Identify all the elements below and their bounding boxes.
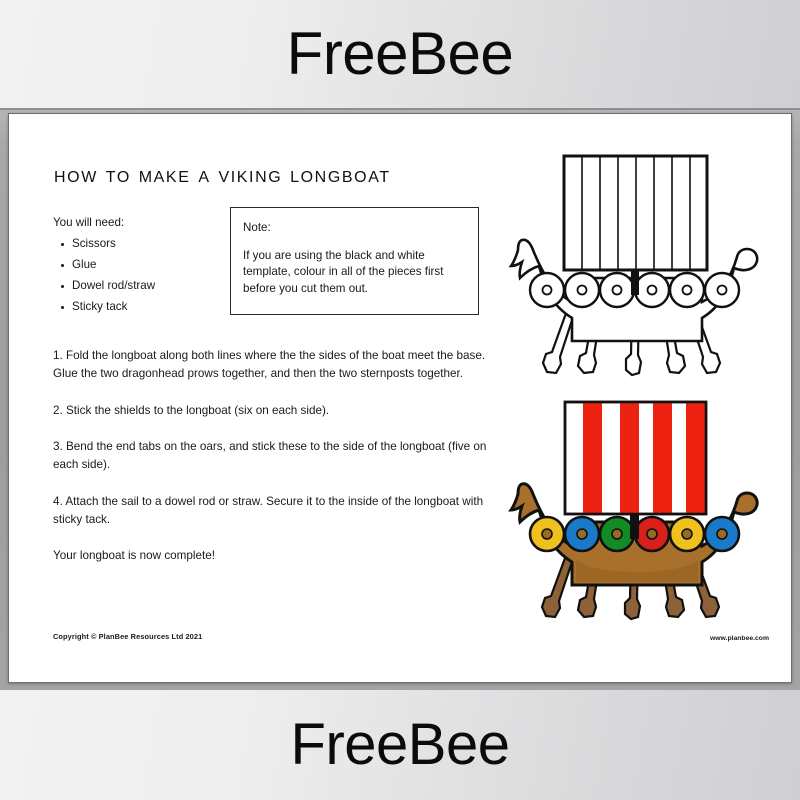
freebee-banner-top-label: FreeBee (286, 20, 514, 87)
longboat-blackwhite-illustration (506, 142, 786, 392)
freebee-banner-bottom-label: FreeBee (290, 712, 510, 777)
step-2: 2. Stick the shields to the longboat (six on each side). (53, 403, 330, 417)
materials-section (53, 217, 233, 322)
freebee-banner-bottom (0, 690, 800, 800)
step-1: 1. Fold the longboat along both lines where the the sides of the boat meet the base. Glue the two dragonhead prows together, and then the two sternposts together. (53, 349, 486, 380)
materials-list (53, 238, 233, 313)
page-title: how to make a viking longboat (54, 162, 391, 187)
copyright-notice: Copyright © PlanBee Resources Ltd 2021 (53, 632, 203, 641)
list-item: Dowel rod/straw (72, 280, 233, 292)
note-body: If you are using the black and white template, colour in all of the pieces first before you cut them out. (243, 249, 444, 295)
note-box (230, 207, 479, 315)
colour-sail (565, 402, 706, 514)
closing-line: Your longboat is now complete! (53, 549, 215, 563)
materials-heading: You will need: (53, 216, 125, 229)
longboat-colour-illustration (506, 392, 786, 637)
step-3: 3. Bend the end tabs on the oars, and stick these to the side of the longboat (five on each side). (53, 440, 487, 472)
freebee-banner-top (0, 0, 800, 108)
list-item: Sticky tack (72, 301, 233, 313)
instruction-steps (53, 347, 489, 565)
list-item: Glue (72, 259, 233, 271)
list-item: Scissors (72, 238, 233, 250)
worksheet-page (8, 113, 792, 683)
website-url: www.planbee.com (709, 635, 769, 642)
bw-sail (564, 156, 707, 270)
colour-mast-lower (630, 519, 639, 539)
bw-mast-lower (631, 275, 639, 295)
note-heading: Note: (243, 221, 271, 234)
step-4: 4. Attach the sail to a dowel rod or straw. Secure it to the inside of the longboat with sticky tack. (53, 494, 484, 526)
